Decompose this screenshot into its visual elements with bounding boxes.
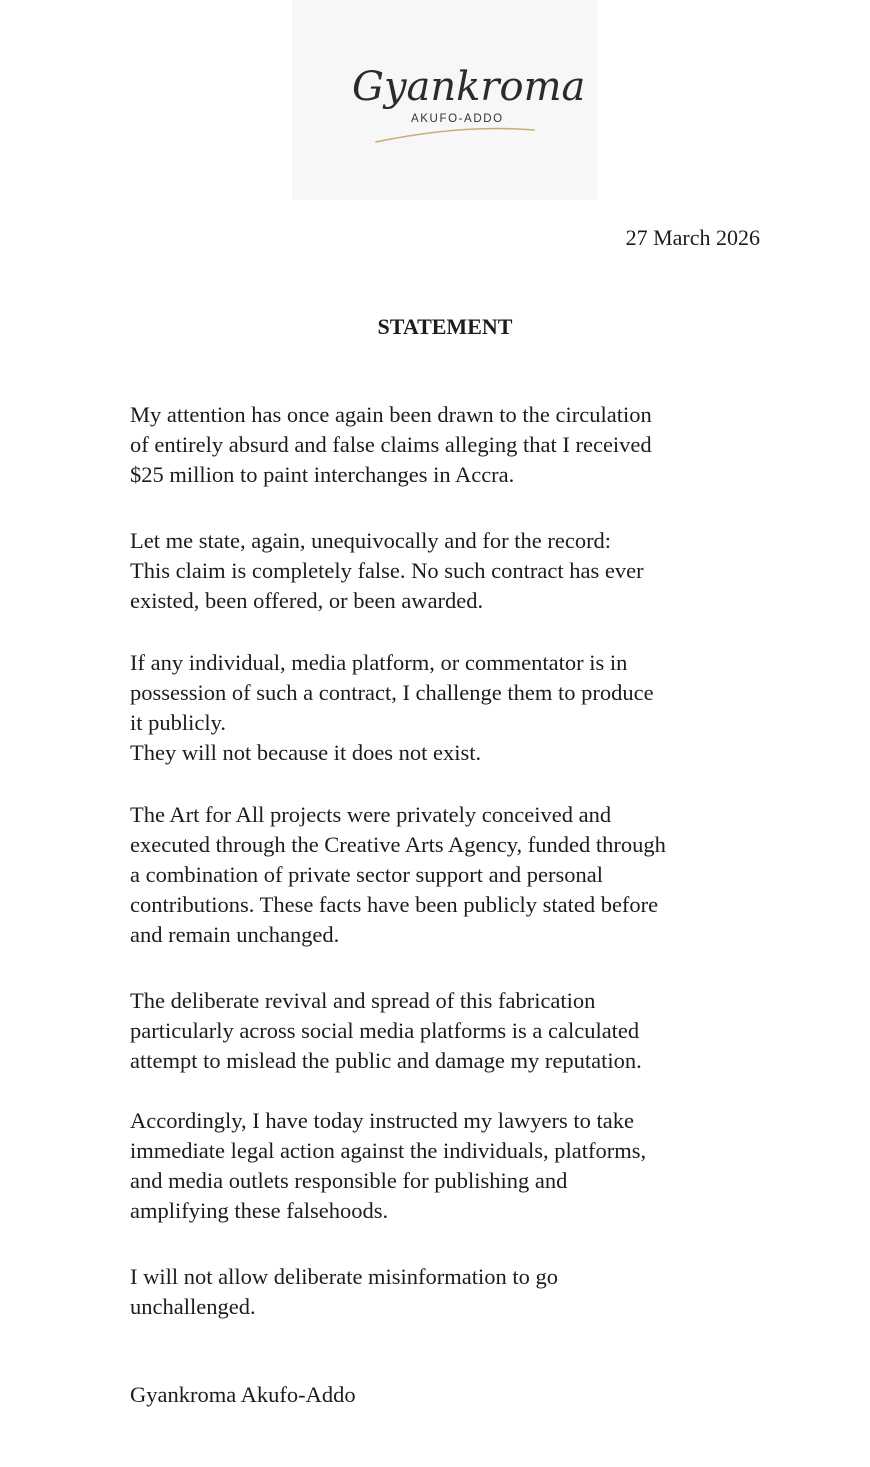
logo-subtitle: AKUFO-ADDO (411, 113, 504, 125)
paragraph-denial (130, 526, 830, 616)
paragraph-art-for-all (130, 800, 830, 950)
statement-title: STATEMENT (377, 314, 513, 339)
paragraph-line: The Art for All projects were privately conceived and (130, 802, 612, 827)
paragraph-line: I will not allow deliberate misinformation to go (130, 1264, 559, 1289)
paragraph-line: $25 million to paint interchanges in Accra. (130, 462, 515, 487)
paragraph-line: it publicly. (130, 710, 227, 735)
paragraph-line: This claim is completely false. No such contract has ever (130, 558, 644, 583)
paragraph-line: existed, been offered, or been awarded. (130, 588, 484, 613)
letterhead (292, 0, 598, 200)
paragraph-line: They will not because it does not exist. (130, 740, 482, 765)
paragraph-line: attempt to mislead the public and damage my reputation. (130, 1048, 642, 1073)
paragraph-line: a combination of private sector support and personal (130, 862, 603, 887)
paragraph-challenge (130, 648, 830, 768)
paragraph-line: of entirely absurd and false claims alleging that I received (130, 432, 652, 457)
statement-date: 27 March 2026 (625, 225, 760, 250)
paragraph-line: amplifying these falsehoods. (130, 1198, 389, 1223)
paragraph-legal-action (130, 1106, 830, 1226)
paragraph-closing (130, 1262, 830, 1322)
paragraph-line: immediate legal action against the individuals, platforms, (130, 1138, 647, 1163)
signature-name: Gyankroma Akufo-Addo (130, 1382, 356, 1407)
paragraph-line: Accordingly, I have today instructed my lawyers to take (130, 1108, 635, 1133)
paragraph-line: The deliberate revival and spread of this fabrication (130, 988, 596, 1013)
paragraph-line: If any individual, media platform, or commentator is in (130, 650, 628, 675)
paragraph-line: particularly across social media platforms is a calculated (130, 1018, 640, 1043)
paragraph-circulation-claims (130, 400, 830, 490)
logo-script: Gyankroma (352, 64, 586, 110)
logo-swoosh (376, 129, 534, 143)
paragraph-line: possession of such a contract, I challenge them to produce (130, 680, 654, 705)
paragraph-line: and media outlets responsible for publishing and (130, 1168, 568, 1193)
paragraph-line: Let me state, again, unequivocally and for the record: (130, 528, 612, 553)
logo (292, 0, 598, 200)
paragraph-line: contributions. These facts have been publicly stated before (130, 892, 659, 917)
paragraph-line: My attention has once again been drawn to the circulation (130, 402, 652, 427)
paragraph-line: executed through the Creative Arts Agency, funded through (130, 832, 666, 857)
paragraph-fabrication (130, 986, 830, 1076)
paragraph-line: unchallenged. (130, 1294, 256, 1319)
paragraph-line: and remain unchanged. (130, 922, 340, 947)
